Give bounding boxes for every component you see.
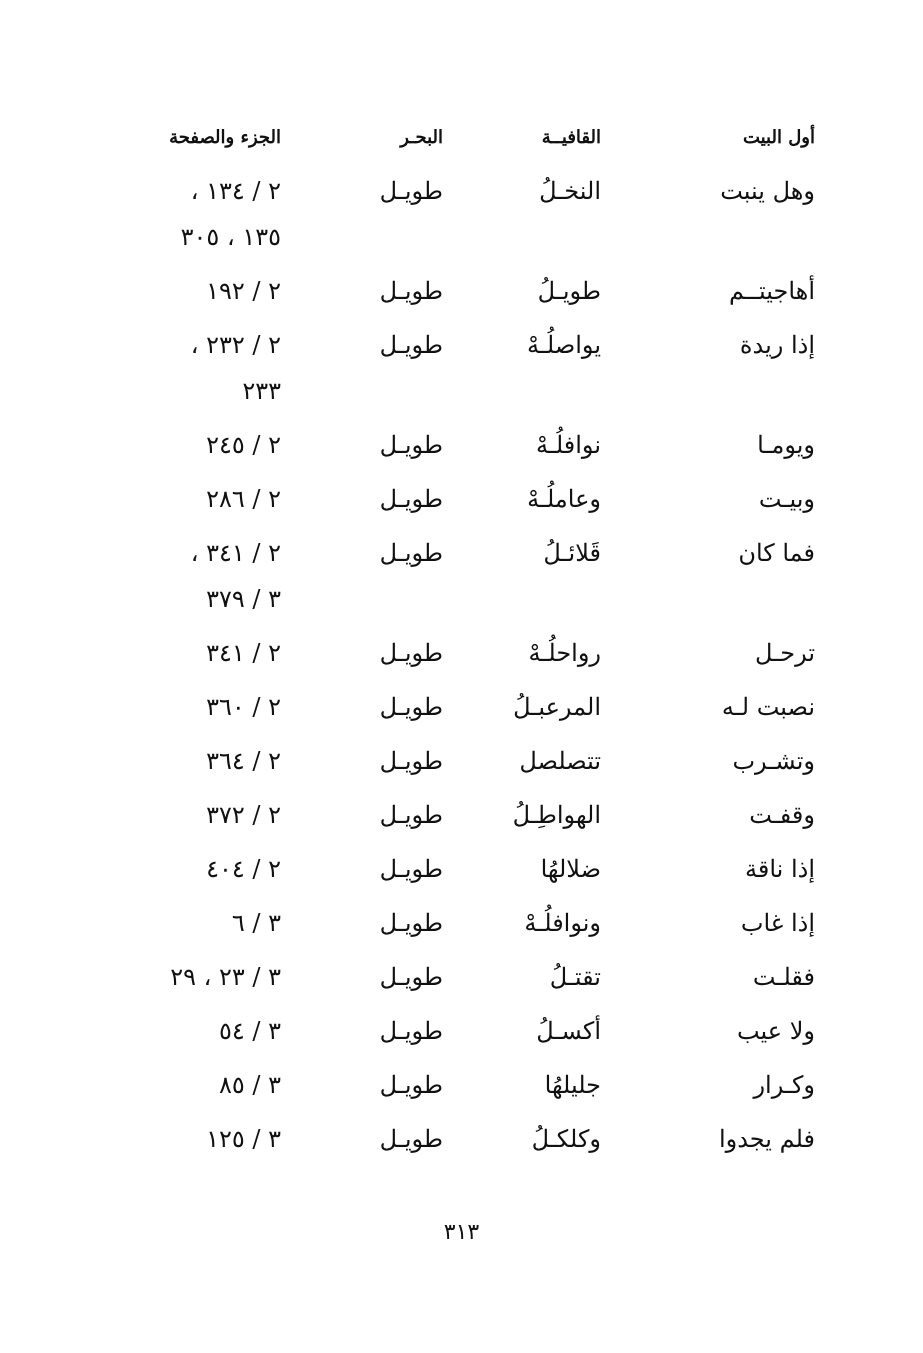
meter-cell: طويـل <box>379 639 443 667</box>
rhyme-cell: يواصلُـهْ <box>527 331 601 359</box>
volume-page-cell <box>181 168 281 260</box>
volume-page-cell <box>206 422 281 468</box>
first-verse-cell: ترحـل <box>755 639 815 667</box>
rhyme-cell: النخـلُ <box>539 177 601 205</box>
rhyme-cell: المرعبـلُ <box>513 693 601 721</box>
volume-page-cell <box>206 846 281 892</box>
volume-page-cell <box>191 530 281 622</box>
volume-page-line: ٣ / ٦ <box>231 909 281 937</box>
volume-page-line: ٢ / ٣٦٤ <box>206 747 281 775</box>
volume-page-line: ٣ / ٣٧٩ <box>206 585 281 613</box>
rhyme-cell: أكسـلُ <box>536 1017 601 1045</box>
first-verse-cell: أهاجيتــم <box>729 277 815 305</box>
table-row <box>0 422 923 476</box>
volume-page-line: ٢ / ٢٤٥ <box>206 431 281 459</box>
volume-page-line: ٢ / ٢٣٢ ، <box>190 331 281 359</box>
meter-cell: طويـل <box>379 1017 443 1045</box>
header-volume-page: الجزء والصفحة <box>169 127 281 148</box>
volume-page-line: ٢ / ٣٦٠ <box>206 693 281 721</box>
volume-page-line: ٢٣٣ <box>242 377 281 405</box>
rhyme-cell: قَلائـلُ <box>543 539 601 567</box>
meter-cell: طويـل <box>379 693 443 721</box>
first-verse-cell: فما كان <box>738 539 815 567</box>
table-row <box>0 268 923 322</box>
volume-page-cell <box>219 1008 281 1054</box>
rhyme-cell: ضلالهُا <box>540 855 601 883</box>
volume-page-cell <box>191 322 281 414</box>
meter-cell: طويـل <box>379 801 443 829</box>
volume-page-cell <box>232 900 281 946</box>
rhyme-cell: طويـلُ <box>537 277 601 305</box>
rhyme-cell: وكلكـلُ <box>531 1125 601 1153</box>
rhyme-cell: نوافلُـهْ <box>535 431 601 459</box>
page-number: ٣١٣ <box>443 1220 480 1245</box>
volume-page-cell <box>206 684 281 730</box>
meter-cell: طويـل <box>379 431 443 459</box>
table-row <box>0 168 923 268</box>
meter-cell: طويـل <box>379 177 443 205</box>
rhyme-cell: تقتـلُ <box>549 963 601 991</box>
meter-cell: طويـل <box>379 331 443 359</box>
table-body <box>0 168 923 1170</box>
meter-cell: طويـل <box>379 485 443 513</box>
first-verse-cell: فلم يجدوا <box>718 1125 815 1153</box>
meter-cell: طويـل <box>379 1125 443 1153</box>
table-row <box>0 322 923 422</box>
volume-page-cell <box>170 954 281 1000</box>
table-row <box>0 1008 923 1062</box>
table-row <box>0 1062 923 1116</box>
rhyme-cell: رواحلُـهْ <box>528 639 601 667</box>
header-first-verse: أول البيت <box>742 127 815 148</box>
volume-page-line: ١٣٥ ، ٣٠٥ <box>180 223 281 251</box>
rhyme-cell: تتصلصل <box>519 747 601 775</box>
table-row <box>0 738 923 792</box>
table-row <box>0 630 923 684</box>
volume-page-line: ٣ / ٥٤ <box>218 1017 281 1045</box>
table-row <box>0 530 923 630</box>
first-verse-cell: إذا ناقة <box>745 855 815 883</box>
header-meter: البحـر <box>400 127 443 148</box>
table-row <box>0 954 923 1008</box>
volume-page-cell <box>206 1116 281 1162</box>
first-verse-cell: فقلـت <box>752 963 815 991</box>
volume-page-cell <box>206 792 281 838</box>
volume-page-cell <box>206 738 281 784</box>
first-verse-cell: وهل ينبت <box>720 177 815 205</box>
volume-page-cell <box>206 268 281 314</box>
meter-cell: طويـل <box>379 539 443 567</box>
meter-cell: طويـل <box>379 855 443 883</box>
rhyme-cell: جليلهُا <box>544 1071 601 1099</box>
first-verse-cell: ويومـا <box>757 431 815 459</box>
volume-page-line: ٢ / ٣٤١ ، <box>190 539 281 567</box>
meter-cell: طويـل <box>379 1071 443 1099</box>
volume-page-line: ٢ / ١٩٢ <box>206 277 281 305</box>
volume-page-cell <box>219 1062 281 1108</box>
volume-page-line: ٢ / ٢٨٦ <box>206 485 281 513</box>
first-verse-cell: إذا غاب <box>740 909 815 937</box>
table-row <box>0 1116 923 1170</box>
meter-cell: طويـل <box>379 963 443 991</box>
volume-page-line: ٣ / ١٢٥ <box>206 1125 281 1153</box>
first-verse-cell: وتشـرب <box>732 747 815 775</box>
volume-page-line: ٢ / ٣٤١ <box>206 639 281 667</box>
table-header <box>0 120 923 156</box>
volume-page-line: ٢ / ١٣٤ ، <box>190 177 281 205</box>
volume-page-line: ٣ / ٨٥ <box>218 1071 281 1099</box>
volume-page-line: ٢ / ٣٧٢ <box>206 801 281 829</box>
meter-cell: طويـل <box>379 909 443 937</box>
header-rhyme: القافيــة <box>541 127 601 148</box>
first-verse-cell: إذا ريدة <box>739 331 815 359</box>
volume-page-line: ٣ / ٢٣ ، ٢٩ <box>170 963 281 991</box>
table-row <box>0 900 923 954</box>
table-row <box>0 476 923 530</box>
first-verse-cell: وقفـت <box>749 801 815 829</box>
rhyme-cell: ونوافلُـهْ <box>524 909 601 937</box>
volume-page-line: ٢ / ٤٠٤ <box>206 855 281 883</box>
first-verse-cell: وكـرار <box>753 1071 815 1099</box>
rhyme-cell: الهواطِـلُ <box>512 801 601 829</box>
table-row <box>0 846 923 900</box>
first-verse-cell: وبيـت <box>758 485 815 513</box>
table-row <box>0 792 923 846</box>
volume-page-cell <box>206 630 281 676</box>
rhyme-cell: وعاملُـهْ <box>527 485 601 513</box>
volume-page-cell <box>206 476 281 522</box>
first-verse-cell: نصبت لـه <box>721 693 815 721</box>
table-row <box>0 684 923 738</box>
meter-cell: طويـل <box>379 277 443 305</box>
meter-cell: طويـل <box>379 747 443 775</box>
first-verse-cell: ولا عيب <box>736 1017 815 1045</box>
